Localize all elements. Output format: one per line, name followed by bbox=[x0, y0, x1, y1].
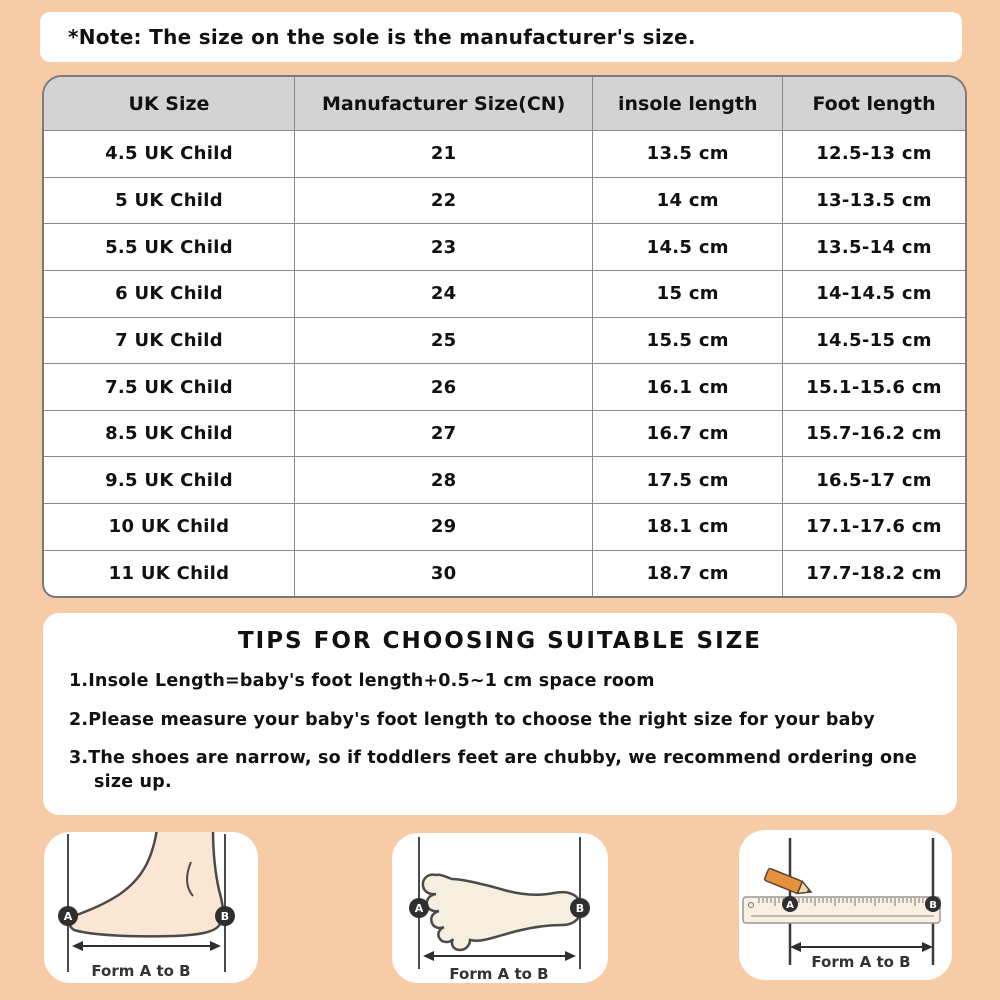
diagram-foot-sole bbox=[392, 833, 608, 983]
table-row bbox=[44, 410, 965, 457]
size-table-body bbox=[44, 131, 965, 597]
diagram-caption: Form A to B bbox=[449, 965, 549, 983]
tips-panel bbox=[43, 613, 957, 815]
column-header: insole length bbox=[593, 77, 783, 131]
table-cell: 16.7 cm bbox=[593, 410, 783, 457]
diagram-caption: Form A to B bbox=[811, 953, 911, 971]
table-cell: 14.5 cm bbox=[593, 224, 783, 271]
table-cell: 15.7-16.2 cm bbox=[783, 410, 965, 457]
table-cell: 15 cm bbox=[593, 270, 783, 317]
size-table-header-row bbox=[44, 77, 965, 131]
table-cell: 7 UK Child bbox=[44, 317, 295, 364]
table-cell: 10 UK Child bbox=[44, 504, 295, 551]
table-cell: 18.7 cm bbox=[593, 550, 783, 596]
tip-item: 1.Insole Length=baby's foot length+0.5~1 cm space room bbox=[69, 671, 655, 691]
note-text: *Note: The size on the sole is the manufacturer's size. bbox=[68, 25, 696, 49]
point-b-marker: B bbox=[929, 900, 937, 911]
tip-item: 3.The shoes are narrow, so if toddlers feet are chubby, we recommend ordering one size up. bbox=[69, 748, 917, 792]
table-cell: 25 bbox=[295, 317, 593, 364]
column-header: Foot length bbox=[783, 77, 965, 131]
table-row bbox=[44, 364, 965, 411]
tip-item: 2.Please measure your baby's foot length to choose the right size for your baby bbox=[69, 709, 875, 730]
table-row bbox=[44, 177, 965, 224]
table-cell: 24 bbox=[295, 270, 593, 317]
table-cell: 17.7-18.2 cm bbox=[783, 550, 965, 596]
table-cell: 8.5 UK Child bbox=[44, 410, 295, 457]
table-cell: 13-13.5 cm bbox=[783, 177, 965, 224]
table-row bbox=[44, 550, 965, 596]
table-cell: 15.5 cm bbox=[593, 317, 783, 364]
diagram-ruler bbox=[739, 830, 952, 980]
table-cell: 17.5 cm bbox=[593, 457, 783, 504]
point-a-marker: A bbox=[414, 902, 424, 915]
table-row bbox=[44, 224, 965, 271]
foot-sole-icon bbox=[392, 833, 608, 983]
point-b-marker: B bbox=[220, 910, 230, 923]
foot-side-icon bbox=[44, 832, 258, 983]
table-row bbox=[44, 270, 965, 317]
table-cell: 4.5 UK Child bbox=[44, 131, 295, 178]
point-b-marker: B bbox=[575, 902, 585, 915]
note-banner bbox=[40, 12, 962, 62]
diagram-foot-side bbox=[44, 832, 258, 983]
column-header: Manufacturer Size(CN) bbox=[295, 77, 593, 131]
table-cell: 17.1-17.6 cm bbox=[783, 504, 965, 551]
table-cell: 5.5 UK Child bbox=[44, 224, 295, 271]
ruler-icon bbox=[739, 830, 952, 980]
table-cell: 18.1 cm bbox=[593, 504, 783, 551]
table-cell: 21 bbox=[295, 131, 593, 178]
table-row bbox=[44, 504, 965, 551]
table-cell: 27 bbox=[295, 410, 593, 457]
table-cell: 15.1-15.6 cm bbox=[783, 364, 965, 411]
column-header: UK Size bbox=[44, 77, 295, 131]
table-cell: 23 bbox=[295, 224, 593, 271]
table-cell: 13.5 cm bbox=[593, 131, 783, 178]
table-cell: 6 UK Child bbox=[44, 270, 295, 317]
table-cell: 16.5-17 cm bbox=[783, 457, 965, 504]
table-cell: 14.5-15 cm bbox=[783, 317, 965, 364]
tips-title: TIPS FOR CHOOSING SUITABLE SIZE bbox=[237, 628, 763, 654]
tips-list bbox=[69, 670, 931, 795]
table-cell: 5 UK Child bbox=[44, 177, 295, 224]
point-a-marker: A bbox=[63, 910, 73, 923]
table-cell: 16.1 cm bbox=[593, 364, 783, 411]
table-row bbox=[44, 457, 965, 504]
table-cell: 11 UK Child bbox=[44, 550, 295, 596]
table-cell: 14 cm bbox=[593, 177, 783, 224]
table-row bbox=[44, 131, 965, 178]
table-cell: 29 bbox=[295, 504, 593, 551]
size-table bbox=[44, 77, 965, 596]
table-cell: 9.5 UK Child bbox=[44, 457, 295, 504]
table-cell: 12.5-13 cm bbox=[783, 131, 965, 178]
diagram-caption: Form A to B bbox=[91, 962, 191, 980]
table-cell: 30 bbox=[295, 550, 593, 596]
size-table-panel bbox=[42, 75, 967, 598]
table-cell: 13.5-14 cm bbox=[783, 224, 965, 271]
table-row bbox=[44, 317, 965, 364]
table-cell: 22 bbox=[295, 177, 593, 224]
point-a-marker: A bbox=[786, 900, 794, 911]
table-cell: 7.5 UK Child bbox=[44, 364, 295, 411]
table-cell: 26 bbox=[295, 364, 593, 411]
table-cell: 28 bbox=[295, 457, 593, 504]
table-cell: 14-14.5 cm bbox=[783, 270, 965, 317]
